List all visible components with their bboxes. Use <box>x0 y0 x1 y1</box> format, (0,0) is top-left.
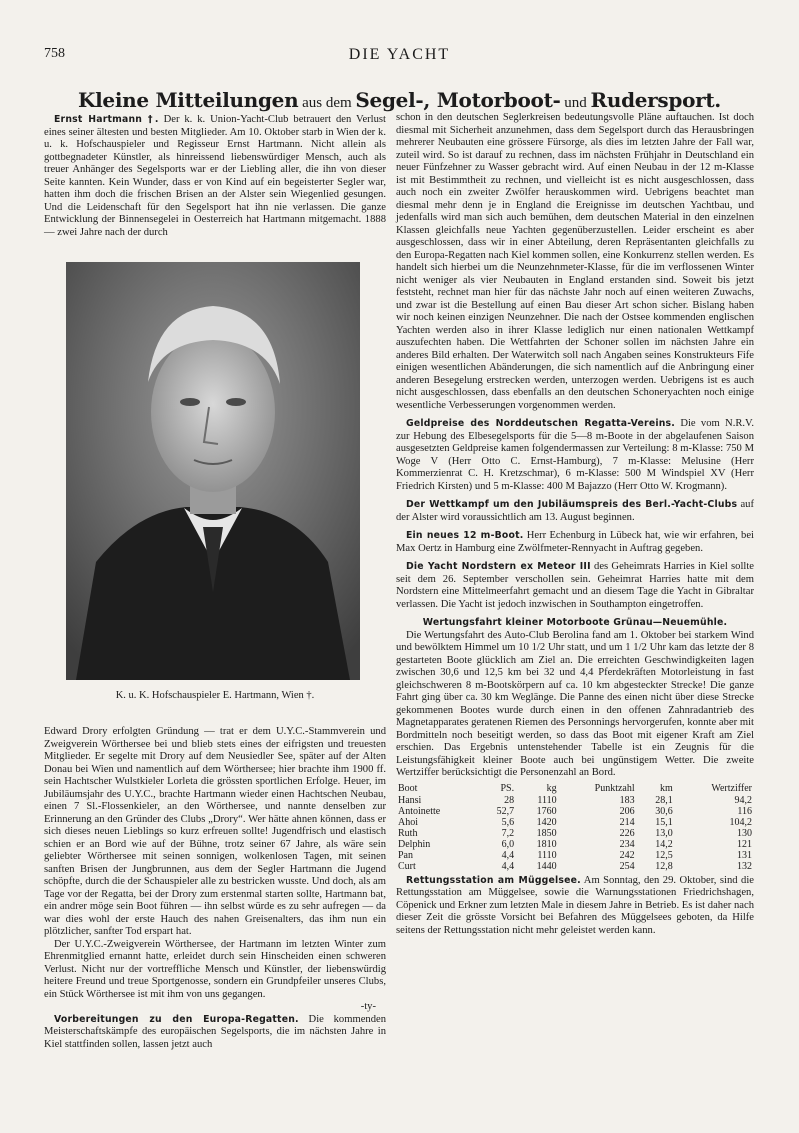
rettung-paragraph <box>396 875 754 938</box>
table-cell: 94,2 <box>734 794 752 806</box>
table-row <box>396 861 754 872</box>
headline-part2: aus dem <box>298 95 356 111</box>
wertung-heading <box>396 617 754 630</box>
hartmann-lead: Ernst Hartmann †. <box>54 114 159 125</box>
table-cell: 214 <box>619 816 635 828</box>
table-cell: Ahoi <box>398 816 418 828</box>
col-ps: PS. <box>500 782 515 794</box>
left-column-top <box>44 114 386 239</box>
portrait-drawing <box>66 262 360 680</box>
table-row <box>396 817 754 828</box>
europa-text: Die kommenden Meisterschaftskämpfe des europäischen Segelsports, die im nächsten Jahre in Kiel stattfinden sollen, lassen jetzt auch <box>44 1013 387 1050</box>
neues12m-lead: Ein neues 12 m-Boot. <box>406 530 524 541</box>
table-cell: 12,8 <box>655 860 673 872</box>
rettung-lead: Rettungsstation am Müggelsee. <box>406 874 581 886</box>
table-cell: 13,0 <box>655 827 673 839</box>
table-cell: 4,4 <box>501 860 515 872</box>
table-cell: 1440 <box>536 860 557 872</box>
table-cell: 116 <box>737 805 752 817</box>
table-cell: 5,6 <box>501 816 515 828</box>
table-cell: 4,4 <box>501 849 515 861</box>
table-cell: 1110 <box>537 794 557 806</box>
col-boot: Boot <box>398 782 418 794</box>
table-cell: 15,1 <box>655 816 673 828</box>
right-column <box>396 112 754 937</box>
table-cell: 121 <box>737 838 752 850</box>
table-cell: Antoinette <box>398 805 441 817</box>
europa-lead: Vorbereitungen zu den Europa-Regatten. <box>54 1013 299 1025</box>
table-cell: Delphin <box>398 838 431 850</box>
geldpreise-lead: Geldpreise des Norddeutschen Regatta-Vereins. <box>406 418 676 429</box>
neues12m-paragraph <box>396 530 754 555</box>
table-cell: 1110 <box>537 849 557 861</box>
table-cell: 130 <box>737 827 752 839</box>
section-headline <box>0 88 799 112</box>
table-cell: 104,2 <box>729 816 752 828</box>
page-number: 758 <box>44 46 65 61</box>
table-cell: 242 <box>619 849 635 861</box>
table-cell: 14,2 <box>655 838 673 850</box>
col-punktzahl: Punktzahl <box>594 782 635 794</box>
table-cell: 12,5 <box>655 849 673 861</box>
col-km: km <box>659 782 673 794</box>
europa-continuation: schon in den deutschen Seglerkreisen bedeutungsvolle Pläne auftauchen. Ist doch diesmal mit Sicherheit anzunehmen, dass dem Segelsport durch das Herausbringen mehrerer Neubauten eine grössere Fürsorge, als dies im letzten Jahre der Fall war, zuteil wird. So ist darauf zu rechnen, dass im nächsten Frühjahr in Deutschland ein neuer Fünfzehner zu Wasser gebracht wird. Auf einen Neubau in der 12 m-Klasse ist mit Bestimmtheit zu rechnen, und vielleicht ist es nicht ausgeschlossen, dass auch noch ein zweiter Zwölfer herauskommen wird. Uebrigens beachtet man diesmal mehr denn je in England die Ereignisse im deutschen Yachtbau, und jedenfalls wird man sich auch bemühen, dem deutschen Material in den einzelnen Klassen gleichfalls neue Yachten gegenüberzustellen. Leider erscheint es aber ausgeschlossen, dass wir in einer Abteilung, deren Repräsentanten gleichfalls zu den Europa-Regatten nach Kiel kommen sollen, eine Konkurrenz stellen werden. Es handelt sich hierbei um die Neunzehnmeter-Klasse, für die im verflossenen Winter nicht weniger als vier Neubauten in England erstanden sind. Soweit bis jetzt feststeht, rechnet man hier für das nächste Jahr noch auf einen weiteren Zuwachs, und zwar ist die Bestellung auf einen Bau dieser Art schon sicher. Bislang haben wir noch keinen einzigen Neunzehner. Die nach der Ostsee kommenden englischen Yachten werden also in ihrer Klasse lediglich nur einen nationalen Wettkampf auszufechten haben. Die Wettfahrten der Schoner sollen im nächsten Jahre ein anderes Bild erhalten. Der Waterwitch soll nach Angaben seines Konstrukteurs Fife einigen wesentlichen Abänderungen, die sich namentlich auf die Anbringung einer anderen Besegelung erstrecken werden, unterzogen werden. Uebrigens ist es auch nicht ausgeschlossen, dass ebenfalls an den deutschen Schoneryachten noch einige wesentliche Verbesserungen vorgenommen werden. <box>396 112 754 411</box>
rettung-text: Am Sonntag, den 29. Oktober, sind die Rettungsstation am Müggelsee, sowie die Warnungsstationen Friedrichshagen, Cöpenick und Erkner zum letzten Male in diesem Jahre in Betrieb. Es ist daher nach dieser Zeit die grösste Vorsicht bei Befahren des Müggelsees geboten, da Hilfe seitens der Rettungsstation nicht mehr geleistet werden kann. <box>396 874 754 936</box>
portrait-photo <box>66 262 360 680</box>
table-row <box>396 839 754 850</box>
table-cell: 1420 <box>536 816 557 828</box>
table-cell: 28,1 <box>655 794 673 806</box>
geldpreise-text: Die vom N.R.V. zur Hebung des Elbesegelsports für die 5—8 m-Boote in der abgelaufenen Saison ausgesetzten Geldpreise kamen folgendermassen zur Verteilung: 8 m-Klasse: 750 M Woge V (Herr Otto C. Ernst-Hamburg), 7 m-Klasse: Melusine (Herr Kommerzienrat C. H. Kretzschmar), 6 m-Klasse: 500 M Windspiel XV (Herr Friedrich Kirsten) und 5 m-Klasse: 400 M Bajazzo (Herr Otto W. Krogmann). <box>396 418 754 492</box>
hartmann-continuation: Edward Drory erfolgten Gründung — trat er dem U.Y.C.-Stammverein und Zweigverein Wörthersee bei und blieb stets eines der eifrigsten und treuesten Mitglieder. Er segelte mit Drory auf dem Neusiedler See, später auf der Alten Donau bei Wien und namentlich auf dem Wörthersee; hier brachte ihm 1900 ff. sein Hachtscher Wulstkieler Lorleta die grössten sportlichen Erfolge. Heuer, im Jubiläumsjahr des U.Y.C., brachte Hartmann wieder einen Hachtschen Neubau, einen 7 Sl.-Flossenkieler, an den Wörthersee, und nannte denselben zur Erinnerung an den Gründer des Clubs „Drory“. Wer hätte ahnen können, dass er sich dieses neuen Lieblings so kurz erfreuen sollte! Jugendfrisch und elastisch schien er an Bord wie auf der Bühne, trotz seiner 67 Jahre, als wäre sein geliebter Wörthersee mit seinen sonnigen, wolkenlosen Tagen, mit seinen sanften Brisen der Jungbrunnen, aus dem der Segler Hartmann die Jugend schöpfte, durch die der Schauspieler alle zu bestricken wusste. Und doch, als am Tage vor der Regatta, bei der Drory zum erstenmal starten sollte, Hartmann bat, ein andrer möge sein Boot führen — ihn selbst würde es zu sehr aufregen — da war dies wohl der erste Hauch des nahen Greisenalters, das ihm nun ein plötzlicher, sanfter Tod erspart hat. <box>44 726 386 937</box>
table-cell: 28 <box>504 794 515 806</box>
col-kg: kg <box>546 782 557 794</box>
table-cell: Curt <box>398 860 416 872</box>
nordstern-text: des Geheimrats Harries in Kiel sollte seit dem 26. September verschollen sein. Geheimrat Harries hatte mit dem Nordstern eine Mittelmeerfahrt gemacht und an diesem Tage die Yacht in Gibraltar verlassen. Die Yacht ist jedoch inzwischen in Southampton eingetroffen. <box>396 561 755 610</box>
wettkampf-text: auf der Alster wird voraussichtlich am 13. August beginnen. <box>396 499 754 523</box>
table-cell: 132 <box>737 860 752 872</box>
table-cell: 7,2 <box>501 827 515 839</box>
geldpreise-paragraph <box>396 418 754 493</box>
left-column-bottom <box>44 726 386 1051</box>
col-wertziffer: Wertziffer <box>711 782 752 794</box>
running-title: DIE YACHT <box>348 46 451 63</box>
nordstern-paragraph <box>396 561 754 611</box>
table-cell: 6,0 <box>501 838 515 850</box>
table-cell: Pan <box>398 849 413 861</box>
author-signature: -ty- <box>360 1001 376 1012</box>
headline-part1: Kleine Mitteilungen <box>78 88 299 112</box>
table-cell: 183 <box>619 794 635 806</box>
hartmann-text: Der k. k. Union-Yacht-Club betrauert den Verlust eines seiner ältesten und besten Mitglieder. Am 10. Oktober starb in Wien der k. u. k. Hofschauspieler und Regisseur Ernst Hartmann. Nicht allein als gottbegnadeter Künstler, als hinreissend liebenswürdiger Mensch, auch als treuer Anhänger des Segelsports war er der Liebling aller, die ihn von dieser Seite kannten. Kein Wunder, dass er von Kind auf ein begeisterter Segler war, hatten ihm doch die frischen Brisen an der Alster sein Wiegenlied gesungen. Und die Leidenschaft für den Segelsport hat ihn nie verlassen. Die ganze Entwicklung der Binnensegelei in Oesterreich hat Hartmann mitgemacht. 1888 — zwei Jahre nach der durch <box>44 114 386 238</box>
headline-part3: Segel-, Motorboot- <box>355 88 561 112</box>
headline-part5: Rudersport. <box>590 88 721 112</box>
table-cell: Ruth <box>398 827 418 839</box>
table-cell: 1760 <box>536 805 557 817</box>
wettkampf-lead: Der Wettkampf um den Jubiläumspreis des Berl.-Yacht-Clubs <box>406 499 738 510</box>
europa-paragraph <box>44 1014 386 1052</box>
headline-part4: und <box>560 95 591 111</box>
table-cell: 226 <box>619 827 635 839</box>
table-row <box>396 828 754 839</box>
nordstern-lead: Die Yacht Nordstern ex Meteor III <box>406 561 591 572</box>
hartmann-continuation-2: Der U.Y.C.-Zweigverein Wörthersee, der Hartmann im letzten Winter zum Ehrenmitglied ernannt hatte, erleidet durch sein Hinscheiden einen schweren Verlust. Nicht nur der vortreffliche Mensch und Künstler, der liebenswürdig heitere Freund und treue Sportgenosse, sondern ein Grundpfeiler unseres Clubs, ein Stück Wörthersee ist mit ihm von uns gegangen. <box>44 938 386 1000</box>
table-cell: 234 <box>619 838 635 850</box>
table-cell: 206 <box>619 805 635 817</box>
table-cell: 1810 <box>536 838 557 850</box>
portrait-caption: K. u. K. Hofschauspieler E. Hartmann, Wien †. <box>115 690 315 701</box>
wertung-paragraph: Die Wertungsfahrt des Auto-Club Berolina fand am 1. Oktober bei starkem Wind und bewölktem Himmel um 10 1/2 Uhr statt, und um 1 1/2 Uhr kam das letzte der 8 gestarteten Boote glücklich am Ziel an. Die erreichten Geschwindigkeiten lagen zwischen 30,6 und 12,5 km bei 32 und 4,4 Pferdekräften Motorleistung in fast gleichschweren 8 m-Bootskörpern auf ca. 10 km abgesteckter Strecke! Die ganze Fahrt ging über ca. 30 km Weglänge. Die Panne des einen nicht über diese Strecke gekommenen Bootes wurde durch einen in den offenen Zahnradantrieb des Magnetapparates geratenen Riemen des Personnings hervorgerufen, konnte aber mit Bordmitteln noch beseitigt werden, so dass das Boot mit eigener Kraft am Ziel erschien. Das Ergebnis untenstehender Tabelle ist ein Zeugnis für die Leistungsfähigkeit kleiner Boote auch bei ungünstigem Wetter. Die zweite Wertziffer berücksichtigt die Personenzahl an Bord. <box>396 629 754 778</box>
table-cell: 30,6 <box>655 805 673 817</box>
table-cell: 1850 <box>536 827 557 839</box>
table-cell: Hansi <box>398 794 422 806</box>
neues12m-text: Herr Echenburg in Lübeck hat, wie wir erfahren, bei Max Oertz in Hamburg eine Zwölfmeter-Rennyacht in Auftrag gegeben. <box>396 530 754 554</box>
wertung-heading-text: Wertungsfahrt kleiner Motorboote Grünau—Neuemühle. <box>422 617 728 628</box>
table-row <box>396 850 754 861</box>
table-row <box>396 795 754 806</box>
hartmann-paragraph <box>44 114 386 239</box>
results-header-row <box>396 783 754 795</box>
table-cell: 254 <box>619 860 635 872</box>
table-cell: 52,7 <box>496 805 515 817</box>
table-cell: 131 <box>737 849 752 861</box>
table-row <box>396 806 754 817</box>
results-table <box>396 783 754 872</box>
wettkampf-paragraph <box>396 499 754 524</box>
